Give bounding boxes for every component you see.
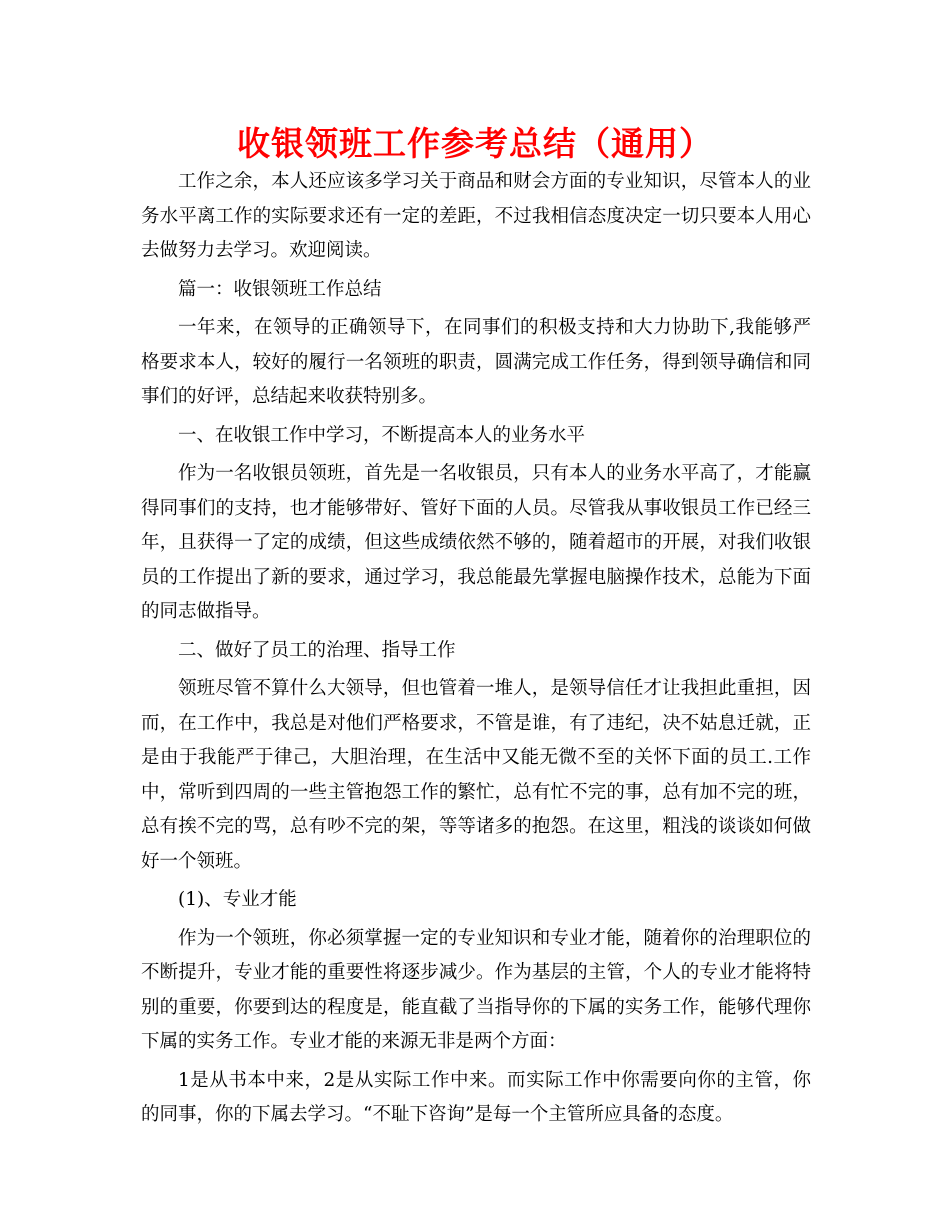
paragraph: 工作之余，本人还应该多学习关于商品和财会方面的专业知识，尽管本人的业务水平离工作的实际要求还有一定的差距，不过我相信态度决定一切只要本人用心去做努力去学习。欢迎阅读。	[141, 171, 811, 261]
paragraph: 1是从书本中来，2是从实际工作中来。而实际工作中你需要向你的主管，你的同事，你的下属去学习。“不耻下咨询”是每一个主管所应具备的态度。	[141, 1069, 811, 1125]
document-body	[141, 165, 811, 1137]
subsection-heading: (1)、专业才能	[178, 889, 297, 910]
section-heading: 二、做好了员工的治理、指导工作	[178, 639, 456, 661]
document-title: 收银领班工作参考总结（通用）	[237, 124, 713, 163]
section-heading: 一、在收银工作中学习，不断提高本人的业务水平	[178, 424, 586, 446]
paragraph: 一年来，在领导的正确领导下，在同事们的积极支持和大力协助下,我能够严格要求本人，较好的履行一名领班的职责，圆满完成工作任务，得到领导确信和同事们的好评，总结起来收获特别多。	[141, 317, 811, 407]
paragraph: 作为一个领班，你必须掌握一定的专业知识和专业才能，随着你的治理职位的不断提升，专业才能的重要性将逐步减少。作为基层的主管，个人的专业才能将特别的重要，你要到达的程度是，能直截了当指导你的下属的实务工作，能够代理你下属的实务工作。专业才能的来源无非是两个方面：	[141, 927, 811, 1052]
paragraph: 作为一名收银员领班，首先是一名收银员，只有本人的业务水平高了，才能赢得同事们的支持，也才能够带好、管好下面的人员。尽管我从事收银员工作已经三年，且获得一了定的成绩，但这些成绩依然不够的，随着超市的开展，对我们收银员的工作提出了新的要求，通过学习，我总能最先掌握电脑操作技术，总能为下面的同志做指导。	[141, 463, 811, 622]
paragraph: 领班尽管不算什么大领导，但也管着一堆人，是领导信任才让我担此重担，因而，在工作中，我总是对他们严格要求，不管是谁，有了违纪，决不姑息迁就，正是由于我能严于律己，大胆治理，在生活中又能无微不至的关怀下面的员工.工作中，常听到四周的一些主管抱怨工作的繁忙，总有忙不完的事，总有加不完的班，总有挨不完的骂，总有吵不完的架，等等诸多的抱怨。在这里，粗浅的谈谈如何做好一个领班。	[141, 678, 811, 872]
section-heading: 篇一：收银领班工作总结	[178, 278, 382, 300]
